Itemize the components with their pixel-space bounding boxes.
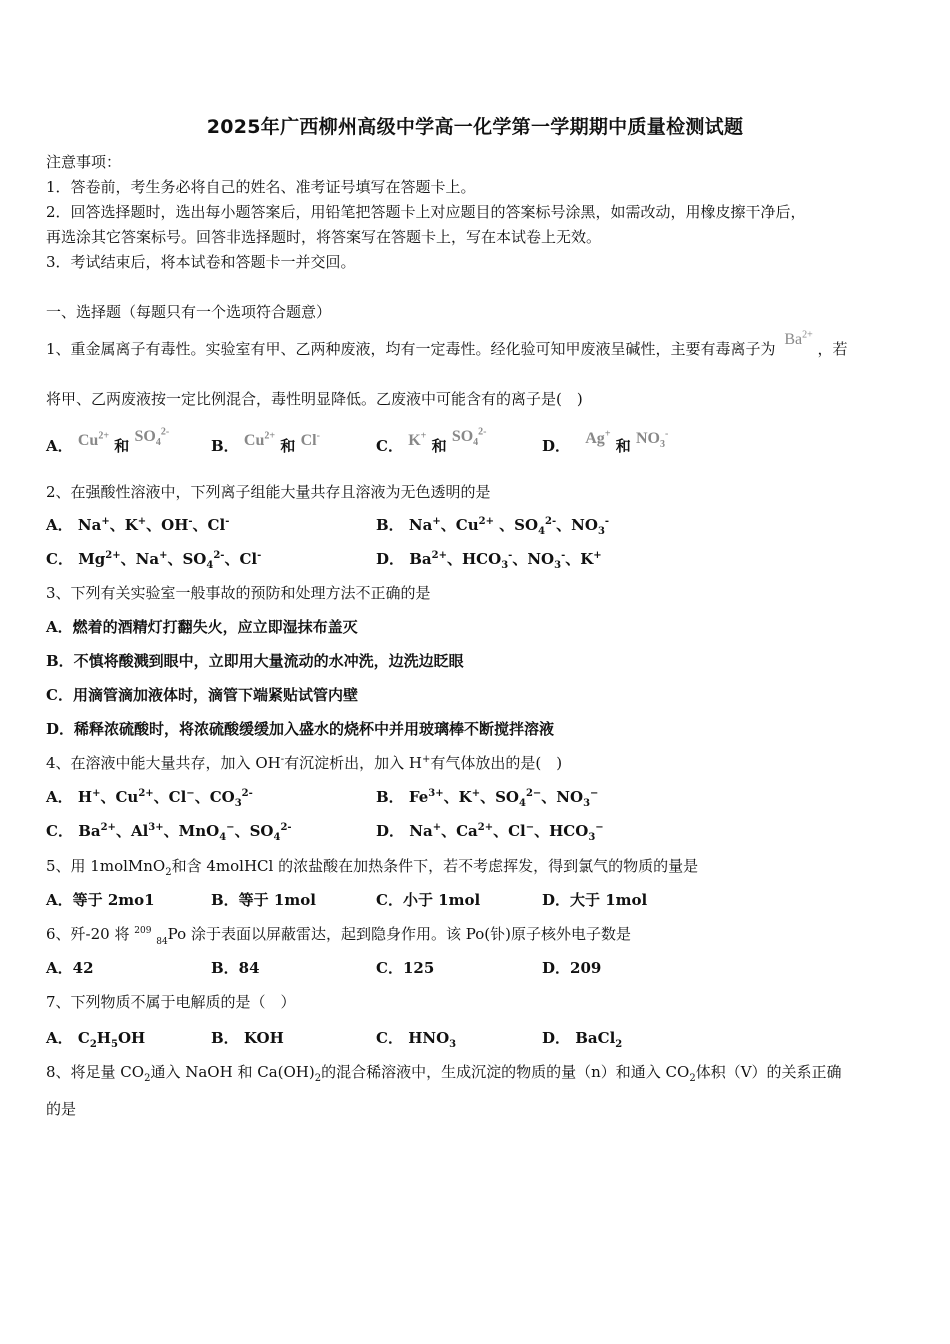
- notice-item-3: 3．考试结束后，将本试卷和答题卡一并交回。: [46, 253, 356, 271]
- q1-option-c[interactable]: [376, 426, 487, 457]
- q1-ion-ba: $Ba^{2+}$: [784, 329, 813, 348]
- q4-option-d-ions: Na+、$Ca^{2+}$、Cl−、$HCO_3^-$: [409, 822, 604, 843]
- q1-option-a-ion1: $Cu^{2+}$: [77, 430, 110, 449]
- q7-option-c-label: C．: [376, 1029, 403, 1047]
- q2-option-d[interactable]: [376, 549, 602, 569]
- section-heading: 一、选择题（每题只有一个选项符合题意）: [46, 303, 332, 321]
- q3-option-b[interactable]: B．不慎将酸溅到眼中，立即用大量流动的水冲洗，边洗边眨眼: [46, 652, 464, 670]
- q6-atomic-number: 84: [156, 937, 168, 947]
- q1-option-b-and: 和: [280, 437, 296, 455]
- q2-option-c-label: C．: [46, 550, 73, 568]
- q3-option-d[interactable]: D．稀释浓硫酸时，将浓硫酸缓缓加入盛水的烧杯中并用玻璃棒不断搅拌溶液: [46, 720, 555, 738]
- q6-option-a[interactable]: A．42: [46, 959, 94, 977]
- q5-stem-part2: 和含 4molHCl 的浓盐酸在加热条件下，若不考虑挥发，得到氯气的物质的量是: [171, 857, 699, 875]
- q2-option-d-ions: $Ba^{2+}$、$HCO_3^-$、$NO_3^-$、K+: [409, 550, 602, 571]
- q5-stem: 5、用 1molMnO$_2$和含 4molHCl 的浓盐酸在加热条件下，若不考虑挥发，得到氯气的物质的量是: [46, 857, 699, 878]
- notice-item-2-cont: 再选涂其它答案标号。回答非选择题时，将答案写在答题卡上，写在本试卷上无效。: [46, 228, 602, 246]
- q5-option-c[interactable]: C．小于 1mol: [376, 891, 481, 909]
- q8-stem-line2: 的是: [46, 1100, 77, 1118]
- q6-option-b[interactable]: B．84: [211, 959, 260, 977]
- q4-stem-part3: 有气体放出的是( ): [430, 754, 563, 772]
- q2-stem: 2、在强酸性溶液中，下列离子组能大量共存且溶液为无色透明的是: [46, 483, 491, 501]
- q5-option-a[interactable]: A．等于 2mo1: [46, 891, 155, 909]
- q8-stem-line1: 8、将足量 $CO_2$通入 NaOH 和 $Ca(OH)_2$的混合稀溶液中，生成沉淀的物质的量（n）和通入 $CO_2$体积（V）的关系正确: [46, 1063, 842, 1084]
- q4-option-b[interactable]: [376, 787, 598, 807]
- q2-option-b-label: B．: [376, 516, 404, 534]
- notice-item-2: 2．回答选择题时，选出每小题答案后，用铅笔把答题卡上对应题目的答案标号涂黑，如需改动，用橡皮擦干净后，: [46, 203, 806, 221]
- q4-stem-part2: 有沉淀析出，加入 H: [284, 754, 422, 772]
- q3-option-a[interactable]: A．燃着的酒精灯打翻失火，应立即湿抹布盖灭: [46, 618, 358, 636]
- q1-option-a-ion2: $SO_4^{2-}$: [134, 426, 170, 449]
- q3-stem: 3、下列有关实验室一般事故的预防和处理方法不正确的是: [46, 584, 431, 602]
- q6-stem-part1: 6、歼-20 将: [46, 925, 130, 943]
- q6-option-d[interactable]: D．209: [542, 959, 602, 977]
- q4-option-c-label: C．: [46, 822, 73, 840]
- q6-mass-number: 209: [134, 926, 152, 936]
- q8-stem-part1: 8、将足量 CO: [46, 1063, 145, 1081]
- page-title: 2025年广西柳州高级中学高一化学第一学期期中质量检测试题: [206, 116, 744, 138]
- q7-option-b[interactable]: [211, 1028, 284, 1048]
- q1-option-c-ion2: $SO_4^{2-}$: [451, 426, 487, 449]
- q1-option-a-and: 和: [114, 437, 130, 455]
- q2-option-b[interactable]: [376, 515, 609, 535]
- q1-option-b-label: B．: [211, 437, 239, 455]
- q1-option-b-ion1: $Cu^{2+}$: [243, 430, 276, 449]
- q1-stem-line1: [46, 329, 848, 360]
- q7-option-b-formula: KOH: [243, 1029, 284, 1047]
- q1-option-a[interactable]: [46, 426, 170, 457]
- q2-option-a-ions: Na+、K+、OH-、Cl-: [77, 516, 230, 534]
- q4-option-c-ions: $Ba^{2+}$、$Al^{3+}$、MnO$_4$−、$SO_4^{2-}$: [78, 822, 292, 843]
- q6-option-c[interactable]: C．125: [376, 959, 435, 977]
- q2-option-b-ions: Na+、$Cu^{2+}$ 、$SO_4^{2-}$、$NO_3^-$: [408, 516, 610, 537]
- q1-stem-tail: ，若: [817, 340, 848, 358]
- q8-stem-part4: 体积（V）的关系正确: [695, 1063, 842, 1081]
- q1-option-a-label: A．: [46, 437, 73, 455]
- q7-option-a-formula: $C_2H_5OH$: [77, 1029, 146, 1050]
- q7-option-d[interactable]: [542, 1028, 622, 1048]
- q4-option-d[interactable]: [376, 821, 604, 841]
- q5-option-d[interactable]: D．大于 1mol: [542, 891, 648, 909]
- q4-option-b-label: B．: [376, 788, 404, 806]
- q6-stem-part2: Po 涂于表面以屏蔽雷达，起到隐身作用。该 Po(钋)原子核外电子数是: [167, 925, 631, 943]
- notice-heading: 注意事项：: [46, 153, 122, 171]
- q2-option-a[interactable]: [46, 515, 229, 535]
- q1-option-c-label: C．: [376, 437, 403, 455]
- q7-option-d-label: D．: [542, 1029, 571, 1047]
- q1-option-d-ion2: $NO_3^-$: [636, 428, 669, 451]
- q1-option-d-label: D．: [542, 437, 571, 455]
- q1-option-b-ion2: Cl-: [300, 430, 320, 449]
- q1-stem-line2: 将甲、乙两废液按一定比例混合，毒性明显降低。乙废液中可能含有的离子是( ): [46, 390, 583, 408]
- q7-option-a-label: A．: [46, 1029, 73, 1047]
- q1-option-b[interactable]: [211, 430, 320, 457]
- q5-stem-part1: 5、用 1molMnO: [46, 857, 166, 875]
- q4-option-b-ions: $Fe^{3+}$、K+、$SO_4^{2-}$、$NO_3^-$: [408, 788, 599, 809]
- q8-stem-part3: 的混合稀溶液中，生成沉淀的物质的量（n）和通入 CO: [321, 1063, 690, 1081]
- q7-option-c[interactable]: [376, 1028, 456, 1048]
- q7-option-a[interactable]: [46, 1028, 145, 1048]
- q1-option-d-ion1: Ag+: [585, 428, 611, 447]
- q1-option-d[interactable]: [542, 428, 669, 457]
- q7-option-d-formula: BaCl$_2$: [575, 1029, 623, 1050]
- q6-stem: [46, 924, 631, 947]
- q2-option-c-ions: $Mg^{2+}$、Na+、$SO_4^{2-}$、Cl-: [78, 550, 262, 571]
- q4-option-d-label: D．: [376, 822, 405, 840]
- q8-stem-part2: 通入 NaOH 和 Ca(OH): [150, 1063, 315, 1081]
- q1-stem-text: 1、重金属离子有毒性。实验室有甲、乙两种废液，均有一定毒性。经化验可知甲废液呈碱性，主要有毒离子为: [46, 340, 776, 358]
- q2-option-a-label: A．: [46, 516, 73, 534]
- q7-option-b-label: B．: [211, 1029, 239, 1047]
- q4-stem: 4、在溶液中能大量共存，加入 OH-有沉淀析出，加入 H+有气体放出的是( ): [46, 754, 563, 772]
- q1-option-c-and: 和: [431, 437, 447, 455]
- q2-option-c[interactable]: [46, 549, 261, 569]
- q4-option-a[interactable]: [46, 787, 253, 807]
- q5-option-b[interactable]: B．等于 1mol: [211, 891, 316, 909]
- q4-stem-part1: 4、在溶液中能大量共存，加入 OH: [46, 754, 281, 772]
- q4-option-c[interactable]: [46, 821, 292, 841]
- q1-option-d-and: 和: [615, 437, 631, 455]
- q4-option-a-ions: H+、$Cu^{2+}$、Cl−、$CO_3^{2-}$: [77, 788, 253, 809]
- q7-option-c-formula: $HNO_3$: [408, 1029, 457, 1050]
- q4-option-a-label: A．: [46, 788, 73, 806]
- q3-option-c[interactable]: C．用滴管滴加液体时，滴管下端紧贴试管内壁: [46, 686, 358, 704]
- q1-option-c-ion1: K+: [408, 430, 427, 449]
- q2-option-d-label: D．: [376, 550, 405, 568]
- notice-item-1: 1．答卷前，考生务必将自己的姓名、准考证号填写在答题卡上。: [46, 178, 476, 196]
- q7-stem: 7、下列物质不属于电解质的是（ ）: [46, 993, 296, 1011]
